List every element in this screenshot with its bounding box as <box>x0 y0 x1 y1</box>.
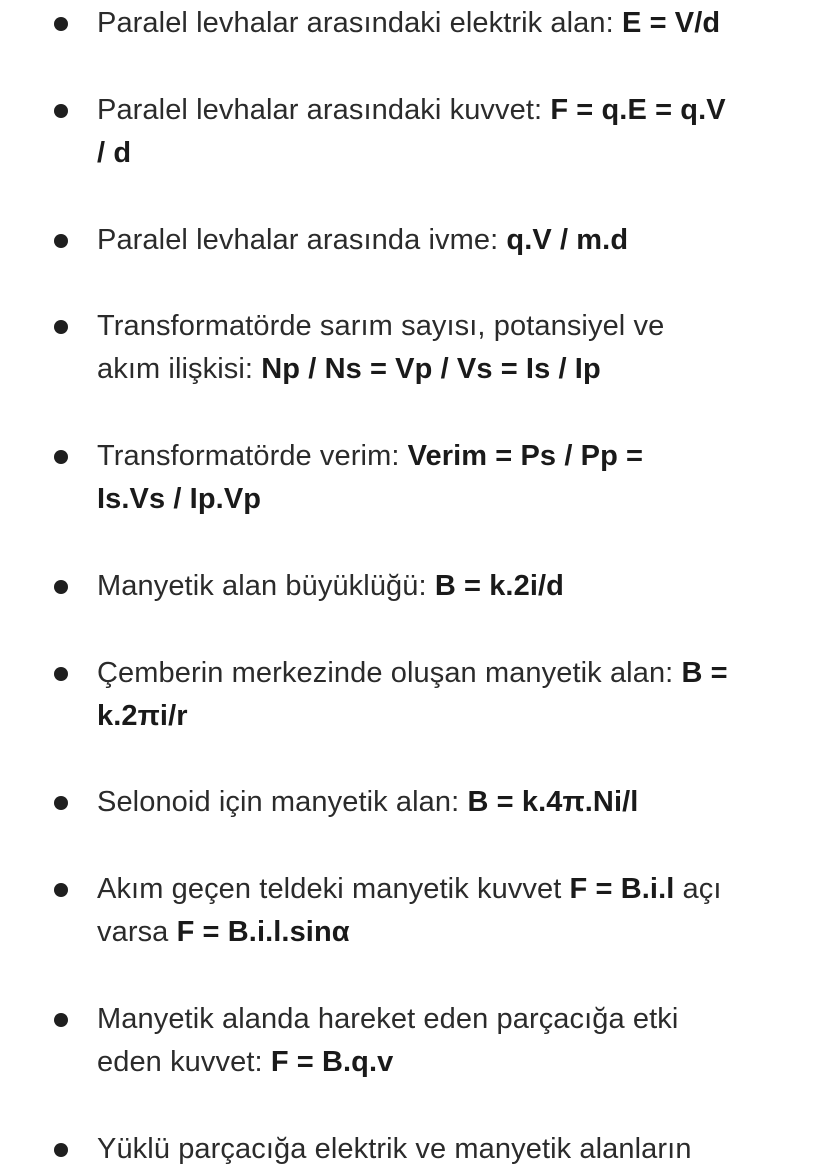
formula-run: F = B.i.l <box>569 873 675 905</box>
text-run: Transformatörde sarım sayısı, potansiyel ve <box>97 310 665 342</box>
bullet-icon <box>54 883 68 897</box>
text-run: Manyetik alan büyüklüğü: <box>97 570 435 602</box>
formula-run: Verim = Ps / Pp = <box>407 440 644 472</box>
text-run: Paralel levhalar arasında ivme: <box>97 224 507 256</box>
line-1 <box>97 998 797 1041</box>
line-1 <box>97 89 797 132</box>
bullet-icon <box>54 234 68 248</box>
formula-run: F = q.E = q.V <box>550 94 726 126</box>
line-2 <box>97 1041 797 1084</box>
text-run: akım ilişkisi: <box>97 353 262 385</box>
bullet-icon <box>54 1143 68 1157</box>
bullet-icon <box>54 667 68 681</box>
formula-run: F = B.q.v <box>270 1046 394 1078</box>
line-2 <box>97 911 797 954</box>
text-run: Selonoid için manyetik alan: <box>97 786 468 818</box>
formula-run: q.V / m.d <box>506 224 629 256</box>
formula-run: B = <box>681 657 728 689</box>
text-run: Çemberin merkezinde oluşan manyetik alan: <box>97 657 682 689</box>
list-item-text <box>97 219 797 262</box>
list-item-text <box>97 868 797 954</box>
list-item-text <box>97 2 797 45</box>
list-item-text <box>97 565 797 608</box>
bullet-icon <box>54 1013 68 1027</box>
bullet-icon <box>54 580 68 594</box>
list-item-text <box>97 998 797 1084</box>
list-item-text <box>97 652 797 738</box>
bullet-icon <box>54 320 68 334</box>
text-run: açı <box>674 873 722 905</box>
formula-run: B = k.4π.Ni/l <box>467 786 639 818</box>
line-1 <box>97 435 797 478</box>
bullet-icon <box>54 17 68 31</box>
bullet-icon <box>54 450 68 464</box>
list-item-text <box>97 1128 797 1171</box>
list-item-text <box>97 305 797 391</box>
formula-run: E = V/d <box>621 7 721 39</box>
line-1 <box>97 781 797 824</box>
text-run: Paralel levhalar arasındaki kuvvet: <box>97 94 551 126</box>
formula-run: B = k.2i/d <box>434 570 564 602</box>
line-1 <box>97 565 797 608</box>
list-item-text <box>97 89 797 175</box>
bullet-icon <box>54 104 68 118</box>
line-1 <box>97 868 797 911</box>
line-2 <box>97 132 797 175</box>
formula-run: F = B.i.l.sinα <box>176 916 350 948</box>
formula-run: / d <box>97 137 132 169</box>
text-run: Manyetik alanda hareket eden parçacığa etki <box>97 1003 679 1035</box>
line-2 <box>97 478 797 521</box>
line-2 <box>97 695 797 738</box>
text-run: eden kuvvet: <box>97 1046 271 1078</box>
text-run: Transformatörde verim: <box>97 440 408 472</box>
line-1 <box>97 305 797 348</box>
line-1 <box>97 652 797 695</box>
text-run: varsa <box>97 916 177 948</box>
text-run: Paralel levhalar arasındaki elektrik alan: <box>97 7 622 39</box>
formula-run: Is.Vs / Ip.Vp <box>97 483 262 515</box>
text-run: Akım geçen teldeki manyetik kuvvet <box>97 873 570 905</box>
bullet-icon <box>54 796 68 810</box>
line-1 <box>97 219 797 262</box>
text-run: Yüklü parçacığa elektrik ve manyetik alanların <box>97 1133 692 1165</box>
line-2 <box>97 348 797 391</box>
formula-run: k.2πi/r <box>97 700 188 732</box>
line-1 <box>97 2 797 45</box>
formula-run: Np / Ns = Vp / Vs = Is / Ip <box>261 353 601 385</box>
list-item-text <box>97 435 797 521</box>
line-1 <box>97 1128 797 1171</box>
list-item-text <box>97 781 797 824</box>
